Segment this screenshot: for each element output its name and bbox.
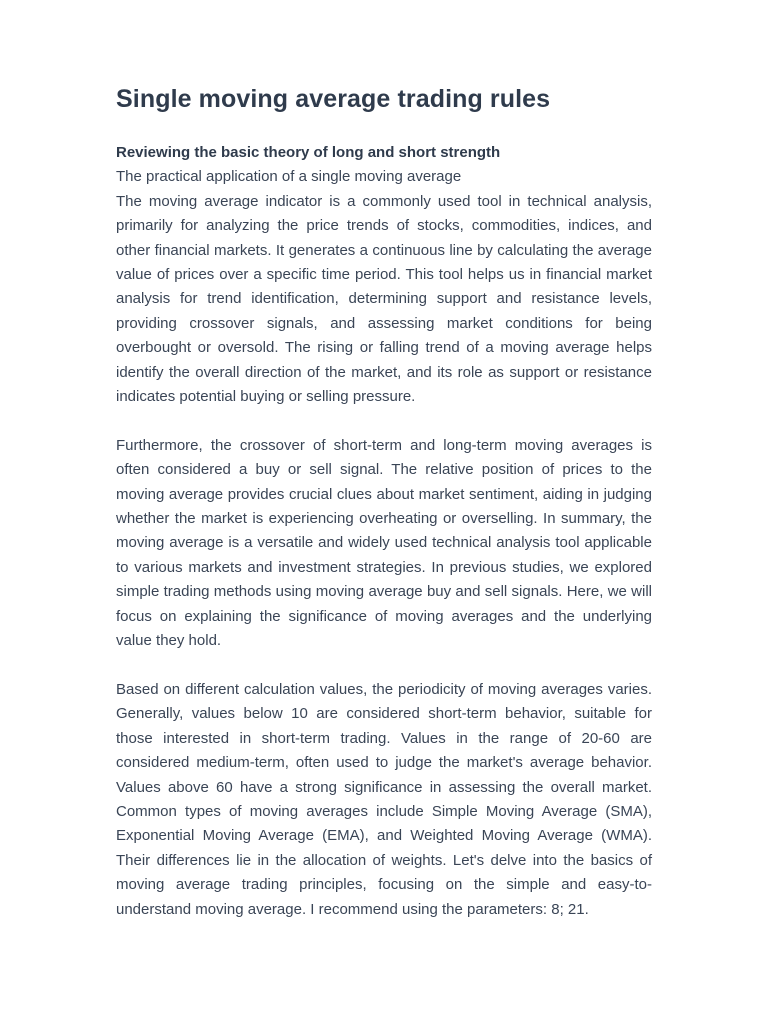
- paragraph-1: The moving average indicator is a commonly used tool in technical analysis, primarily for analyzing the price trends of stocks, commodities, indices, and other financial markets. It generates a continuous line by calculating the average value of prices over a specific time period. This tool helps us in financial market analysis for trend identification, determining support and resistance levels, providing crossover signals, and assessing market conditions for being overbought or oversold. The rising or falling trend of a moving average helps identify the overall direction of the market, and its role as support or resistance indicates potential buying or selling pressure.: [116, 192, 652, 406]
- paragraph-2: Furthermore, the crossover of short-term and long-term moving averages is often considered a buy or sell signal. The relative position of prices to the moving average provides crucial clues about market sentiment, aiding in judging whether the market is experiencing overheating or overselling. In summary, the moving average is a versatile and widely used technical analysis tool applicable to various markets and investment strategies. In previous studies, we explored simple trading methods using moving average buy and sell signals. Here, we will focus on explaining the significance of moving averages and the underlying value they hold.: [116, 436, 652, 650]
- paragraph-3: Based on different calculation values, the periodicity of moving averages varies. Generally, values below 10 are considered short-term behavior, suitable for those interested in short-term trading. Values in the range of 20-60 are considered medium-term, often used to judge the market's average behavior. Values above 60 have a strong significance in assessing the overall market. Common types of moving averages include Simple Moving Average (SMA), Exponential Moving Average (EMA), and Weighted Moving Average (WMA). Their differences lie in the allocation of weights. Let's delve into the basics of moving average trading principles, focusing on the simple and easy-to-understand moving average. I recommend using the parameters: 8; 21.: [116, 680, 652, 918]
- section-subheading: Reviewing the basic theory of long and short strength: [116, 144, 501, 161]
- document-body: [116, 190, 652, 922]
- document-title: Single moving average trading rules: [116, 85, 551, 113]
- section-subtitle: The practical application of a single moving average: [116, 168, 462, 186]
